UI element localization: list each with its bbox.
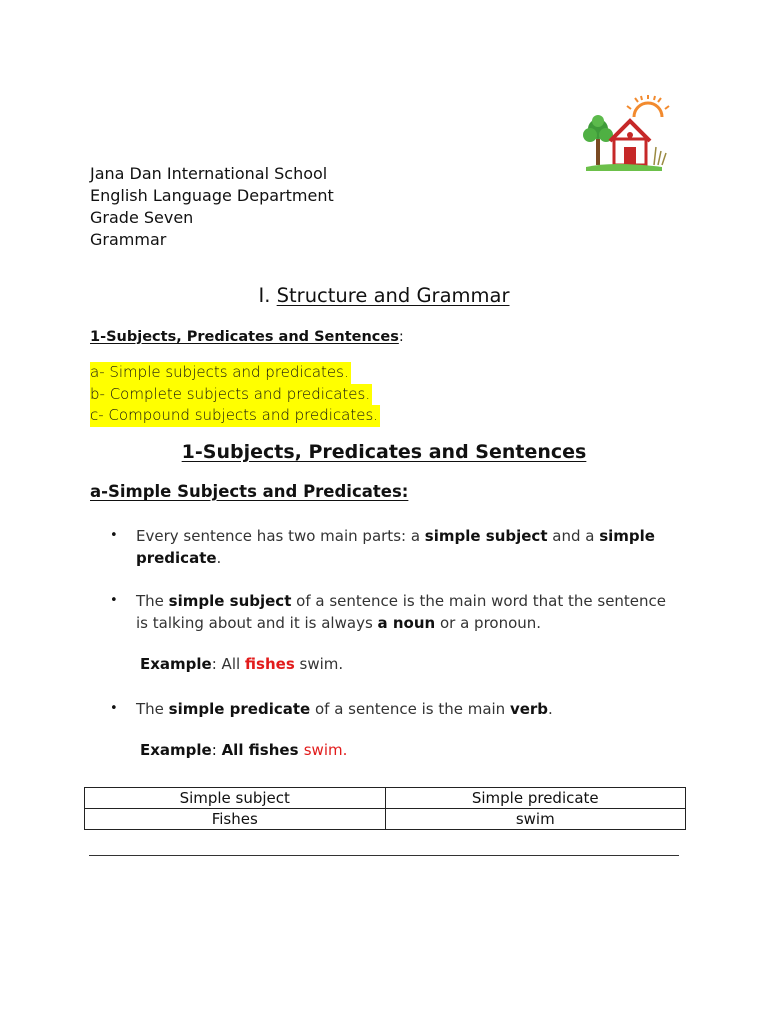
example-text: swim. <box>294 655 344 673</box>
bullet-text <box>136 698 676 720</box>
bullet-text-part: . <box>548 700 553 718</box>
overview-item-b: b- Complete subjects and predicates. <box>90 384 372 406</box>
example-1 <box>140 655 343 673</box>
example-label: Example <box>140 741 212 759</box>
school-name: Jana Dan International School <box>90 164 328 183</box>
bullet-dot-icon: • <box>110 701 118 716</box>
bullet-text-part: of a sentence is the main word that the sentence is talking about and it is always <box>136 592 667 632</box>
example-text: : All <box>211 655 245 673</box>
example-text: : <box>211 741 222 759</box>
bullet-dot-icon: • <box>110 593 118 608</box>
bullet-bold-term: simple predicate <box>168 700 311 718</box>
section-title <box>0 441 768 463</box>
bullet-text <box>136 590 676 634</box>
department-name: English Language Department <box>90 186 334 205</box>
example-highlight: fishes <box>244 655 295 673</box>
subject-predicate-table <box>84 787 686 830</box>
bullet-text-part: . <box>216 549 222 567</box>
overview-heading-colon: : <box>398 329 404 345</box>
table-cell: swim <box>385 809 686 830</box>
bullet-text <box>136 525 676 569</box>
bullet-bold-term: simple predicate <box>136 527 655 567</box>
table-header-row <box>85 788 686 809</box>
bullet-text-part: or a pronoun. <box>435 614 542 632</box>
grade-level: Grade Seven <box>90 208 194 227</box>
bullet-bold-term: simple subject <box>168 592 292 610</box>
example-highlight: swim. <box>303 741 348 759</box>
bullet-text-part: The <box>136 700 169 718</box>
bullet-text-part: and a <box>547 527 600 545</box>
overview-item-c: c- Compound subjects and predicates. <box>90 405 380 427</box>
bullet-text-part: of a sentence is the main <box>310 700 510 718</box>
bullet-text-part: The <box>136 592 169 610</box>
table-header-cell: Simple subject <box>85 788 386 809</box>
overview-list <box>90 362 380 427</box>
subject-name: Grammar <box>90 230 167 249</box>
title-numeral: I. <box>258 284 277 307</box>
title-text: Structure and Grammar <box>276 284 510 307</box>
bullet-bold-term: simple subject <box>424 527 548 545</box>
bullet-dot-icon: • <box>110 528 118 543</box>
table-row <box>85 809 686 830</box>
overview-item-a: a- Simple subjects and predicates. <box>90 362 351 384</box>
table-header-cell: Simple predicate <box>385 788 686 809</box>
bullet-bold-term: a noun <box>377 614 436 632</box>
example-text-bold: All fishes <box>221 741 304 759</box>
overview-heading-text: 1-Subjects, Predicates and Sentences <box>90 329 399 345</box>
page-title <box>0 284 768 307</box>
school-logo-icon <box>582 95 672 175</box>
document-header <box>90 163 334 251</box>
example-label: Example <box>140 655 212 673</box>
subsection-title: a-Simple Subjects and Predicates: <box>90 482 409 501</box>
overview-heading <box>90 329 404 345</box>
section-title-text: 1-Subjects, Predicates and Sentences <box>181 441 587 463</box>
example-2 <box>140 741 347 759</box>
table-cell: Fishes <box>85 809 386 830</box>
bullet-text-part: Every sentence has two main parts: a <box>136 527 425 545</box>
bullet-bold-term: verb <box>509 700 549 718</box>
bottom-divider <box>89 855 679 856</box>
